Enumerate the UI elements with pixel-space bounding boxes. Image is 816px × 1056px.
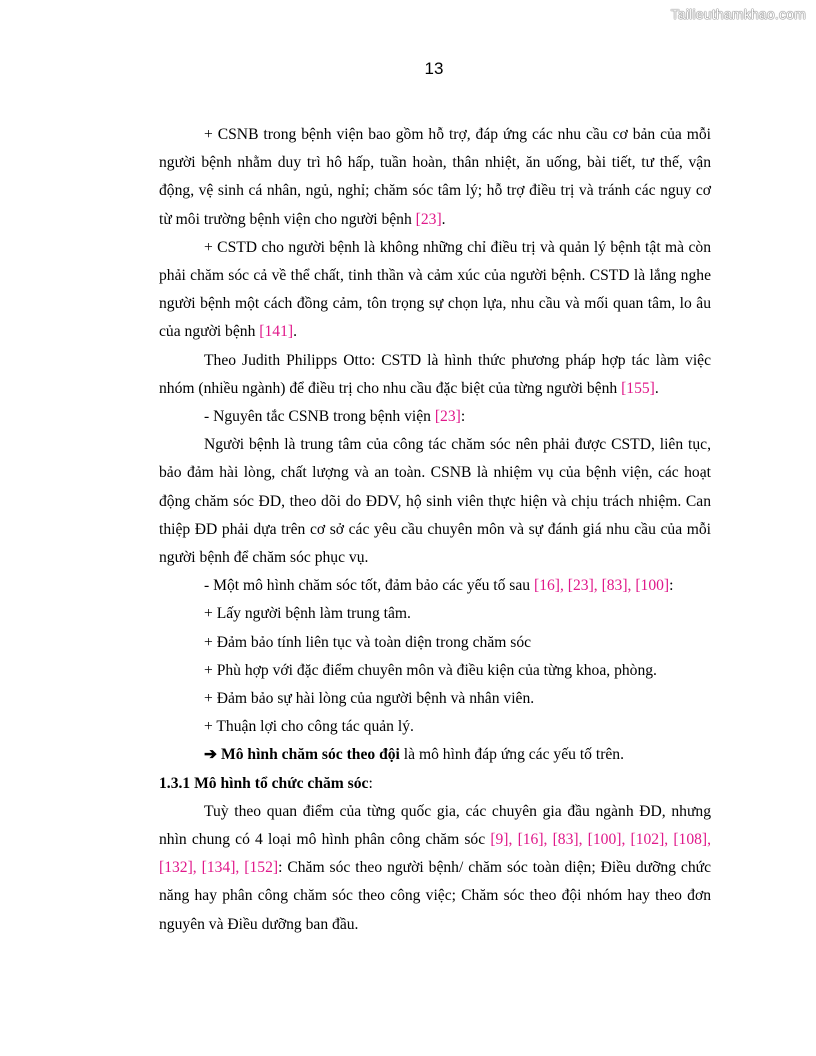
paragraph-text: - Một mô hình chăm sóc tốt, đảm bảo các yếu tố sau (204, 577, 534, 595)
citation-link[interactable]: [100] (635, 577, 670, 595)
paragraph-text: + CSNB trong bệnh viện bao gồm hỗ trợ, đáp ứng các nhu cầu cơ bản của mỗi người bệnh nhằm duy trì hô hấp, tuần hoàn, thân nhiệt, ăn uống, bài tiết, tư thế, vận động, vệ sinh cá nhân, ngủ, nghỉ; chăm sóc tâm lý; hỗ trợ điều trị và tránh các nguy cơ từ môi trường bệnh viện cho người bệnh (159, 126, 711, 228)
paragraph-cstd (159, 234, 711, 347)
citation-link[interactable]: [132] (159, 859, 193, 877)
paragraph-text: Theo Judith Philipps Otto: CSTD là hình thức phương pháp hợp tác làm việc nhóm (nhiều ngành) để điều trị cho nhu cầu đặc biệt của từng người bệnh (159, 351, 711, 397)
punctuation: : (669, 577, 674, 595)
section-heading (159, 770, 711, 798)
watermark: Tailieuthamkhao.com (670, 6, 806, 22)
citation-link[interactable]: [83] (552, 831, 579, 849)
punctuation: . (654, 379, 659, 397)
punctuation: , (664, 831, 674, 849)
punctuation: , (543, 831, 553, 849)
paragraph-conclusion (159, 741, 711, 769)
punctuation: , (559, 577, 568, 595)
paragraph-text: - Nguyên tắc CSNB trong bệnh viện (204, 408, 435, 426)
paragraph-judith (159, 347, 711, 403)
page-number: 13 (424, 59, 444, 78)
punctuation: , (593, 577, 602, 595)
citation-link[interactable]: [100] (587, 831, 622, 849)
citation-link[interactable]: [23] (434, 408, 461, 426)
arrow-right-icon: ➔ (204, 746, 218, 764)
punctuation: . (293, 323, 297, 341)
paragraph-text: : Chăm sóc theo người bệnh/ chăm sóc toàn diện; Điều dưỡng chức năng hay phân công chăm sóc theo công việc; Chăm sóc theo đội nhóm hay theo đơn nguyên và Điều dưỡng ban đầu. (159, 859, 712, 933)
citation-link[interactable]: [152] (244, 859, 279, 877)
citation-link[interactable]: [155] (621, 379, 655, 397)
citation-link[interactable]: [141] (259, 323, 294, 341)
punctuation: , (621, 831, 631, 849)
citation-link[interactable]: [23] (567, 577, 594, 595)
citation-link[interactable]: [102] (630, 831, 665, 849)
punctuation: : (368, 774, 373, 792)
citation-link[interactable]: [83] (601, 577, 628, 595)
punctuation: , (578, 831, 588, 849)
list-item: + Đảm bảo tính liên tục và toàn diện trong chăm sóc (204, 633, 532, 651)
paragraph-nguyen-tac (159, 403, 711, 431)
citation-link[interactable]: [108] (673, 831, 708, 849)
paragraph-text: Tuỳ theo quan điểm của từng quốc gia, các chuyên gia đầu ngành ĐD, nhưng nhìn chung có 4 loại mô hình phân công chăm sóc (159, 802, 711, 849)
bold-phrase: Mô hình chăm sóc theo đội (220, 746, 400, 764)
punctuation: , (192, 859, 202, 877)
punctuation: , (627, 577, 636, 595)
punctuation: , (235, 859, 245, 877)
citation-link[interactable]: [134] (201, 859, 236, 877)
list-item: + Lấy người bệnh làm trung tâm. (204, 605, 411, 623)
paragraph-mo-hinh (159, 572, 711, 600)
paragraph-tuy-theo (159, 798, 711, 939)
paragraph-text: + CSTD cho người bệnh là không những chỉ điều trị và quản lý bệnh tật mà còn phải chăm sóc cả về thể chất, tinh thần và cảm xúc của người bệnh. CSTD là lắng nghe người bệnh một cách đồng cảm, tôn trọng sự chọn lựa, nhu cầu và mối quan tâm, lo âu của người bệnh (159, 238, 711, 341)
paragraph-csnb (159, 121, 711, 234)
citation-link[interactable]: [23] (415, 210, 442, 228)
paragraph-nguoi-benh: Người bệnh là trung tâm của công tác chăm sóc nên phải được CSTD, liên tục, bảo đảm hài lòng, chất lượng và an toàn. CSNB là nhiệm vụ của bệnh viện, các hoạt động chăm sóc ĐD, theo dõi do ĐDV, hộ sinh viên thực hiện và chịu trách nhiệm. Can thiệp ĐD phải dựa trên cơ sở các yêu cầu chuyên môn và sự đánh giá nhu cầu của mỗi người bệnh để chăm sóc phục vụ. (159, 436, 711, 567)
punctuation: : (460, 408, 466, 426)
document-body (159, 121, 711, 939)
citation-link[interactable]: [16] (517, 831, 544, 849)
list-item: + Phù hợp với đặc điểm chuyên môn và điều kiện của từng khoa, phòng. (204, 661, 657, 679)
list-item: + Đảm bảo sự hài lòng của người bệnh và nhân viên. (204, 690, 535, 708)
punctuation: . (441, 210, 446, 228)
citation-link[interactable]: [9] (490, 831, 509, 849)
heading-text: 1.3.1 Mô hình tổ chức chăm sóc (159, 774, 369, 792)
punctuation: , (707, 831, 712, 849)
punctuation: , (508, 831, 518, 849)
citation-link[interactable]: [16] (534, 577, 560, 595)
paragraph-text: là mô hình đáp ứng các yếu tố trên. (399, 746, 625, 764)
list-item: + Thuận lợi cho công tác quản lý. (204, 718, 414, 736)
